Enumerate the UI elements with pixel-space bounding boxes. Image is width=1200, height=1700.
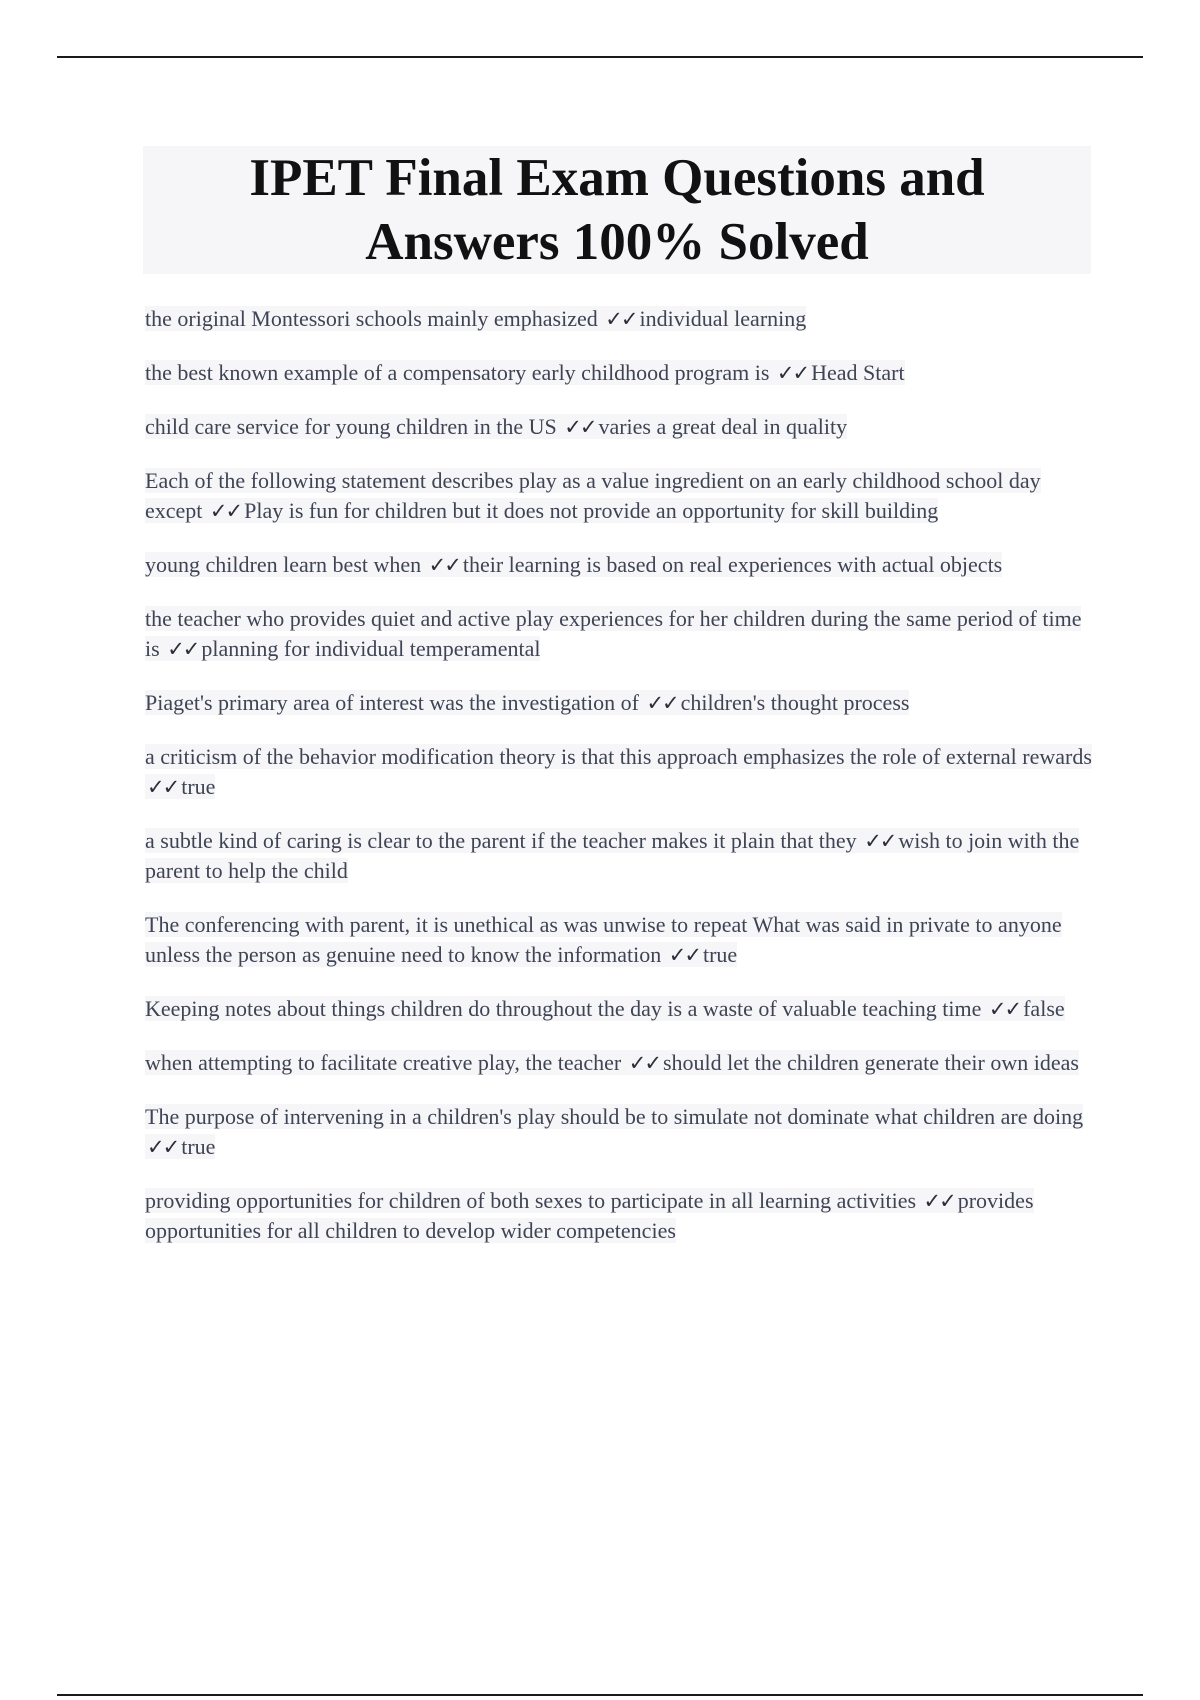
- answer-text: wish to join with the parent to help the child: [145, 828, 1080, 883]
- bottom-rule: [57, 1694, 1143, 1696]
- question-text: Each of the following statement describes play as a value ingredient on an early childhood school day except: [145, 468, 1041, 523]
- question-text: a subtle kind of caring is clear to the parent if the teacher makes it plain that they: [145, 828, 857, 853]
- question-text: the original Montessori schools mainly emphasized: [145, 306, 598, 331]
- qa-item: [145, 1048, 1095, 1078]
- answer-text: should let the children generate their own ideas: [662, 1050, 1079, 1075]
- question-text: the best known example of a compensatory early childhood program is: [145, 360, 770, 385]
- check-icon: ✓✓: [864, 829, 896, 853]
- question-text: the teacher who provides quiet and active play experiences for her children during the same period of time is: [145, 606, 1082, 661]
- answer-text: individual learning: [639, 306, 807, 331]
- question-text: young children learn best when: [145, 552, 422, 577]
- check-icon: ✓✓: [668, 943, 700, 967]
- check-icon: ✓✓: [646, 691, 678, 715]
- check-icon: ✓✓: [147, 775, 179, 799]
- answer-text: provides opportunities for all children to develop wider competencies: [145, 1188, 1034, 1243]
- check-icon: ✓✓: [428, 553, 460, 577]
- qa-item: [145, 412, 1095, 442]
- check-icon: ✓✓: [147, 1135, 179, 1159]
- qa-item: [145, 1102, 1095, 1162]
- answer-text: varies a great deal in quality: [598, 414, 848, 439]
- qa-item: [145, 550, 1095, 580]
- question-text: child care service for young children in the US: [145, 414, 557, 439]
- qa-item: [145, 1186, 1095, 1246]
- qa-item: [145, 688, 1095, 718]
- question-text: when attempting to facilitate creative play, the teacher: [145, 1050, 622, 1075]
- check-icon: ✓✓: [988, 997, 1021, 1021]
- qa-item: [145, 826, 1095, 886]
- check-icon: ✓✓: [628, 1051, 660, 1075]
- answer-text: children's thought process: [680, 690, 910, 715]
- question-text: The purpose of intervening in a children's play should be to simulate not dominate what children are doing: [145, 1104, 1084, 1129]
- qa-item: [145, 304, 1095, 334]
- question-text: Piaget's primary area of interest was the investigation of: [145, 690, 639, 715]
- check-icon: ✓✓: [923, 1189, 955, 1213]
- check-icon: ✓✓: [209, 499, 242, 523]
- answer-text: Head Start: [811, 360, 905, 385]
- qa-item: [145, 994, 1095, 1024]
- qa-item: [145, 604, 1095, 664]
- qa-list: [145, 304, 1095, 1270]
- qa-item: [145, 358, 1095, 388]
- answer-text: true: [181, 1134, 216, 1159]
- question-text: a criticism of the behavior modification theory is that this approach emphasizes the role of external rewards: [145, 744, 1092, 769]
- answer-text: planning for individual temperamental: [201, 636, 541, 661]
- qa-item: [145, 910, 1095, 970]
- question-text: providing opportunities for children of both sexes to participate in all learning activities: [145, 1188, 917, 1213]
- question-text: The conferencing with parent, it is unethical as was unwise to repeat What was said in private to anyone unless the person as genuine need to know the information: [145, 912, 1062, 967]
- check-icon: ✓✓: [605, 307, 637, 331]
- answer-text: Play is fun for children but it does not provide an opportunity for skill building: [244, 498, 939, 523]
- answer-text: true: [702, 942, 738, 967]
- check-icon: ✓✓: [167, 637, 199, 661]
- check-icon: ✓✓: [564, 415, 596, 439]
- answer-text: false: [1023, 996, 1065, 1021]
- qa-item: [145, 742, 1095, 802]
- page-title: IPET Final Exam Questions and Answers 100% Solved: [249, 149, 985, 271]
- answer-text: their learning is based on real experiences with actual objects: [462, 552, 1003, 577]
- qa-item: [145, 466, 1095, 526]
- title-banner: [143, 146, 1091, 274]
- answer-text: true: [181, 774, 216, 799]
- question-text: Keeping notes about things children do throughout the day is a waste of valuable teaching time: [145, 996, 982, 1021]
- check-icon: ✓✓: [776, 361, 809, 385]
- top-rule: [57, 56, 1143, 58]
